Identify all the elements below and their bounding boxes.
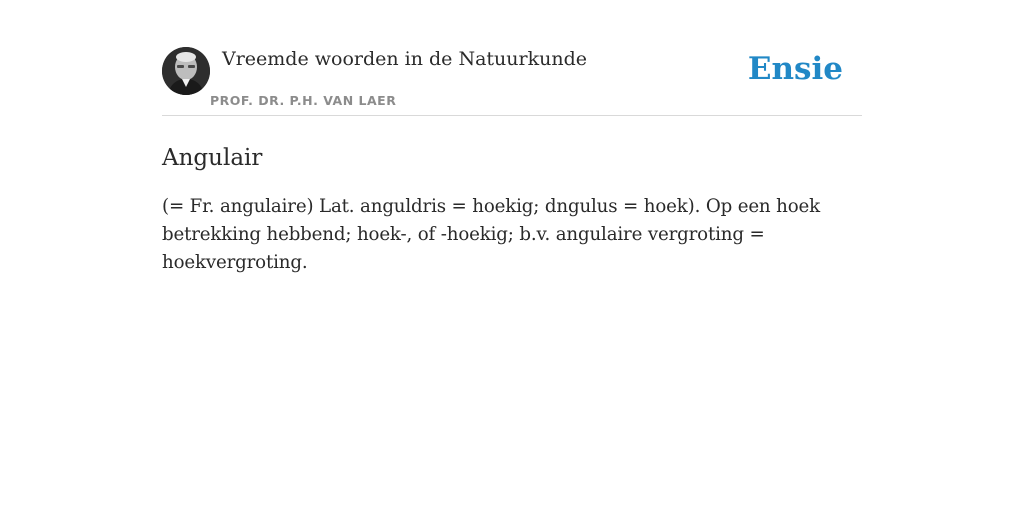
header [162,47,862,116]
author-name[interactable]: PROF. DR. P.H. VAN LAER [210,93,397,108]
entry-body: (= Fr. angulaire) Lat. anguldris = hoekig; dngulus = hoek). Op een hoek betrekking hebbend; hoek-, of -hoekig; b.v. angulaire vergroting = hoekvergroting. [162,196,820,273]
entry-title: Angulair [162,145,263,171]
author-portrait-icon [162,47,210,95]
page [162,0,862,277]
author-avatar[interactable] [162,47,210,95]
book-title[interactable]: Vreemde woorden in de Natuurkunde [222,48,587,70]
ensie-logo[interactable]: Ensie [747,51,843,87]
